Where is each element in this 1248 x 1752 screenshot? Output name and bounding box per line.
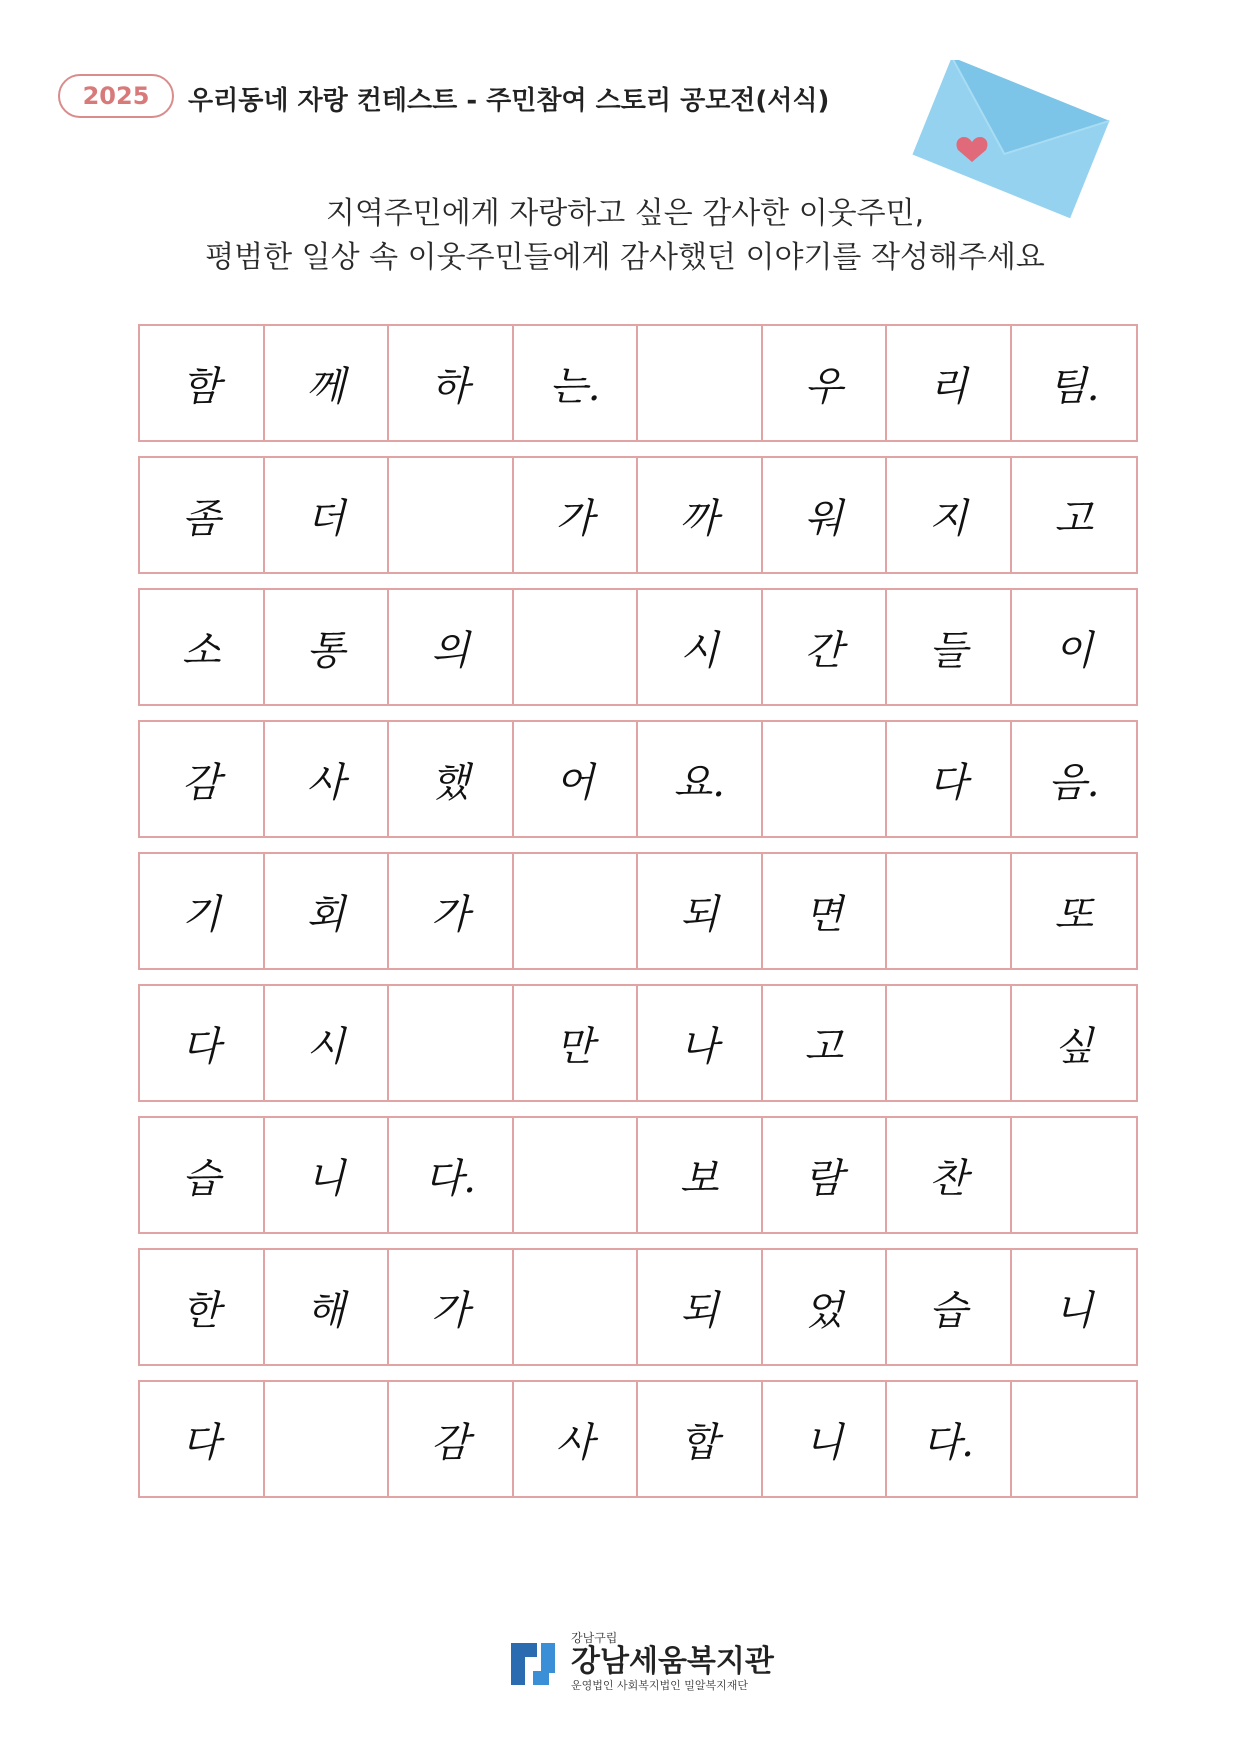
instruction-line-2: 평범한 일상 속 이웃주민들에게 감사했던 이야기를 작성해주세요 [205,240,1045,275]
grid-cell: 들 [887,590,1012,704]
grid-cell: 보 [638,1118,763,1232]
grid-cell: 하 [389,326,514,440]
grid-cell [887,986,1012,1100]
grid-cell: 더 [265,458,390,572]
grid-cell: 지 [887,458,1012,572]
grid-row [138,324,1138,442]
grid-cell: 했 [389,722,514,836]
instruction-line-1: 지역주민에게 자랑하고 싶은 감사한 이웃주민, [325,196,925,231]
grid-cell: 습 [887,1250,1012,1364]
grid-cell [514,1118,639,1232]
grid-cell: 감 [389,1382,514,1496]
grid-cell: 다 [887,722,1012,836]
grid-cell: 찬 [887,1118,1012,1232]
grid-cell: 께 [265,326,390,440]
grid-cell: 나 [638,986,763,1100]
year-badge: 2025 [58,74,174,118]
grid-cell: 다. [389,1118,514,1232]
grid-cell: 다 [140,986,265,1100]
grid-cell: 가 [389,854,514,968]
grid-cell: 면 [763,854,888,968]
grid-cell: 우 [763,326,888,440]
grid-cell: 싶 [1054,1023,1094,1070]
grid-row [138,1116,1138,1234]
grid-cell: 고 [1054,495,1094,542]
manuscript-grid [138,324,1138,1512]
grid-cell: 고 [763,986,888,1100]
grid-cell: 워 [763,458,888,572]
grid-cell: 어 [514,722,639,836]
grid-cell: 한 [140,1250,265,1364]
grid-cell: 니 [265,1118,390,1232]
grid-cell: 었 [763,1250,888,1364]
grid-cell: 리 [887,326,1012,440]
grid-cell [638,326,763,440]
grid-cell: 사 [514,1382,639,1496]
instruction-text [150,192,1100,280]
grid-cell [265,1382,390,1496]
grid-cell: 기 [140,854,265,968]
grid-cell: 가 [514,458,639,572]
grid-cell: 만 [514,986,639,1100]
grid-cell [514,1250,639,1364]
grid-cell: 소 [140,590,265,704]
grid-cell [763,722,888,836]
grid-cell: 가 [389,1250,514,1364]
grid-cell: 사 [265,722,390,836]
grid-cell: 해 [265,1250,390,1364]
grid-cell: 다 [140,1382,265,1496]
grid-cell [514,590,639,704]
grid-cell: 합 [638,1382,763,1496]
grid-cell: 람 [763,1118,888,1232]
org-sub-label: 강남구립 [571,1631,618,1645]
grid-cell: 또 [1054,891,1094,938]
grid-cell: 는. [514,326,639,440]
grid-row [138,1380,1138,1498]
grid-cell [389,986,514,1100]
grid-cell: 팀. [1048,363,1100,410]
operator-label: 운영법인 사회복지법인 밀알복지재단 [571,1679,749,1692]
grid-cell: 다. [887,1382,1012,1496]
grid-cell: 음. [1048,759,1100,806]
grid-row [138,588,1138,706]
grid-cell: 요. [638,722,763,836]
grid-cell: 니 [1054,1287,1094,1334]
welfare-center-logo-icon [505,1635,561,1689]
grid-cell: 니 [763,1382,888,1496]
grid-cell [1012,1118,1137,1232]
grid-cell: 간 [763,590,888,704]
footer-logo [505,1632,774,1692]
grid-cell [389,458,514,572]
grid-row [138,852,1138,970]
grid-row [138,984,1138,1102]
grid-cell: 까 [638,458,763,572]
grid-cell: 감 [140,722,265,836]
org-name: 강남세움복지관 [571,1644,774,1679]
grid-row [138,456,1138,574]
grid-cell: 회 [265,854,390,968]
grid-cell: 함 [140,326,265,440]
grid-cell: 시 [638,590,763,704]
grid-cell: 의 [389,590,514,704]
grid-row [138,720,1138,838]
grid-cell [1012,1382,1137,1496]
grid-cell: 시 [265,986,390,1100]
grid-cell: 되 [638,1250,763,1364]
grid-cell: 되 [638,854,763,968]
grid-cell: 습 [140,1118,265,1232]
grid-cell: 이 [1054,627,1094,674]
grid-cell [887,854,1012,968]
form-title: 우리동네 자랑 컨테스트 - 주민참여 스토리 공모전(서식) [188,86,830,116]
grid-cell: 좀 [140,458,265,572]
grid-cell: 통 [265,590,390,704]
grid-cell [514,854,639,968]
grid-row [138,1248,1138,1366]
